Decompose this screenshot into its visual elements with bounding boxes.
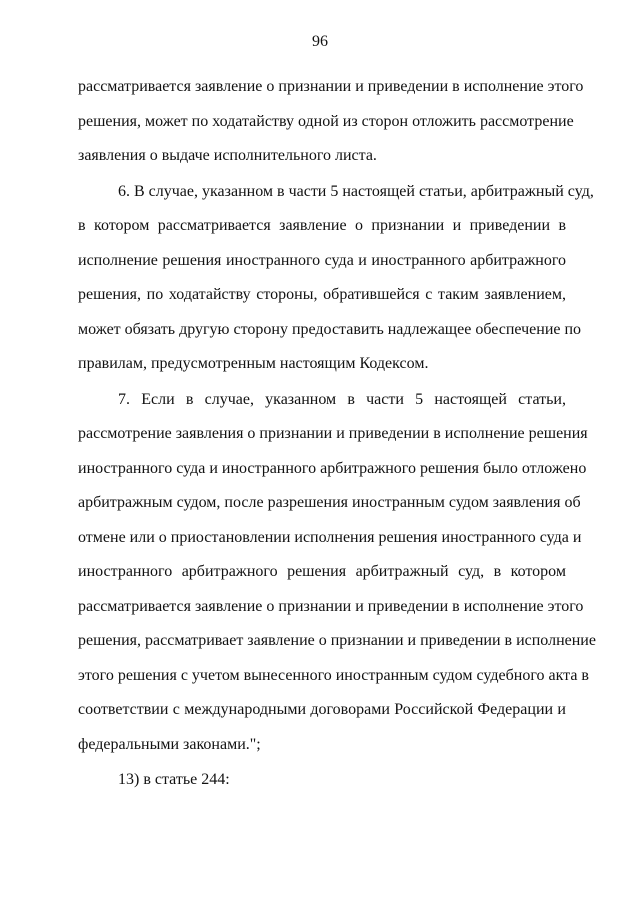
text-line: правилам, предусмотренным настоящим Кодексом. [78,355,429,372]
paragraph-continuation [78,70,584,174]
text-line: 7. Если в случае, указанном в части 5 настоящей статьи, [118,390,566,408]
text-line: решения, может по ходатайству одной из сторон отложить рассмотрение [78,112,574,130]
text-line: в котором рассматривается заявление о признании и приведении в [78,217,566,234]
text-line: рассматривается заявление о признании и приведении в исполнение этого [78,78,584,95]
paragraph-part-6 [78,175,594,382]
text-line: отмене или о приостановлении исполнения решения иностранного суда и [78,528,582,546]
text-line: иностранного арбитражного решения арбитражный суд, в котором [78,563,566,580]
text-line: может обязать другую сторону предоставить надлежащее обеспечение по [78,320,582,338]
text-line: решения, по ходатайству стороны, обратившейся с таким заявлением, [78,286,566,303]
text-line: 6. В случае, указанном в части 5 настоящей статьи, арбитражный суд, [118,182,594,200]
text-line: соответствии с международными договорами Российской Федерации и [78,701,566,718]
text-line: арбитражным судом, после разрешения иностранным судом заявления об [78,494,581,511]
text-line: заявления о выдаче исполнительного листа. [78,147,377,164]
paragraph-part-7 [78,383,596,763]
text-line: исполнение решения иностранного суда и иностранного арбитражного [78,251,566,269]
text-line: федеральными законами."; [78,735,261,753]
text-line: иностранного суда и иностранного арбитражного решения было отложено [78,459,587,477]
text-line: рассмотрение заявления о признании и приведении в исполнение решения [78,425,588,442]
text-line: рассматривается заявление о признании и приведении в исполнение этого [78,597,584,615]
page-number: 96 [312,33,328,50]
paragraph-item-13 [78,763,566,798]
text-line: этого решения с учетом вынесенного иностранным судом судебного акта в [78,666,589,684]
text-line: 13) в статье 244: [118,771,230,788]
document-body [78,70,596,799]
text-line: решения, рассматривает заявление о признании и приведении в исполнение [78,632,596,649]
